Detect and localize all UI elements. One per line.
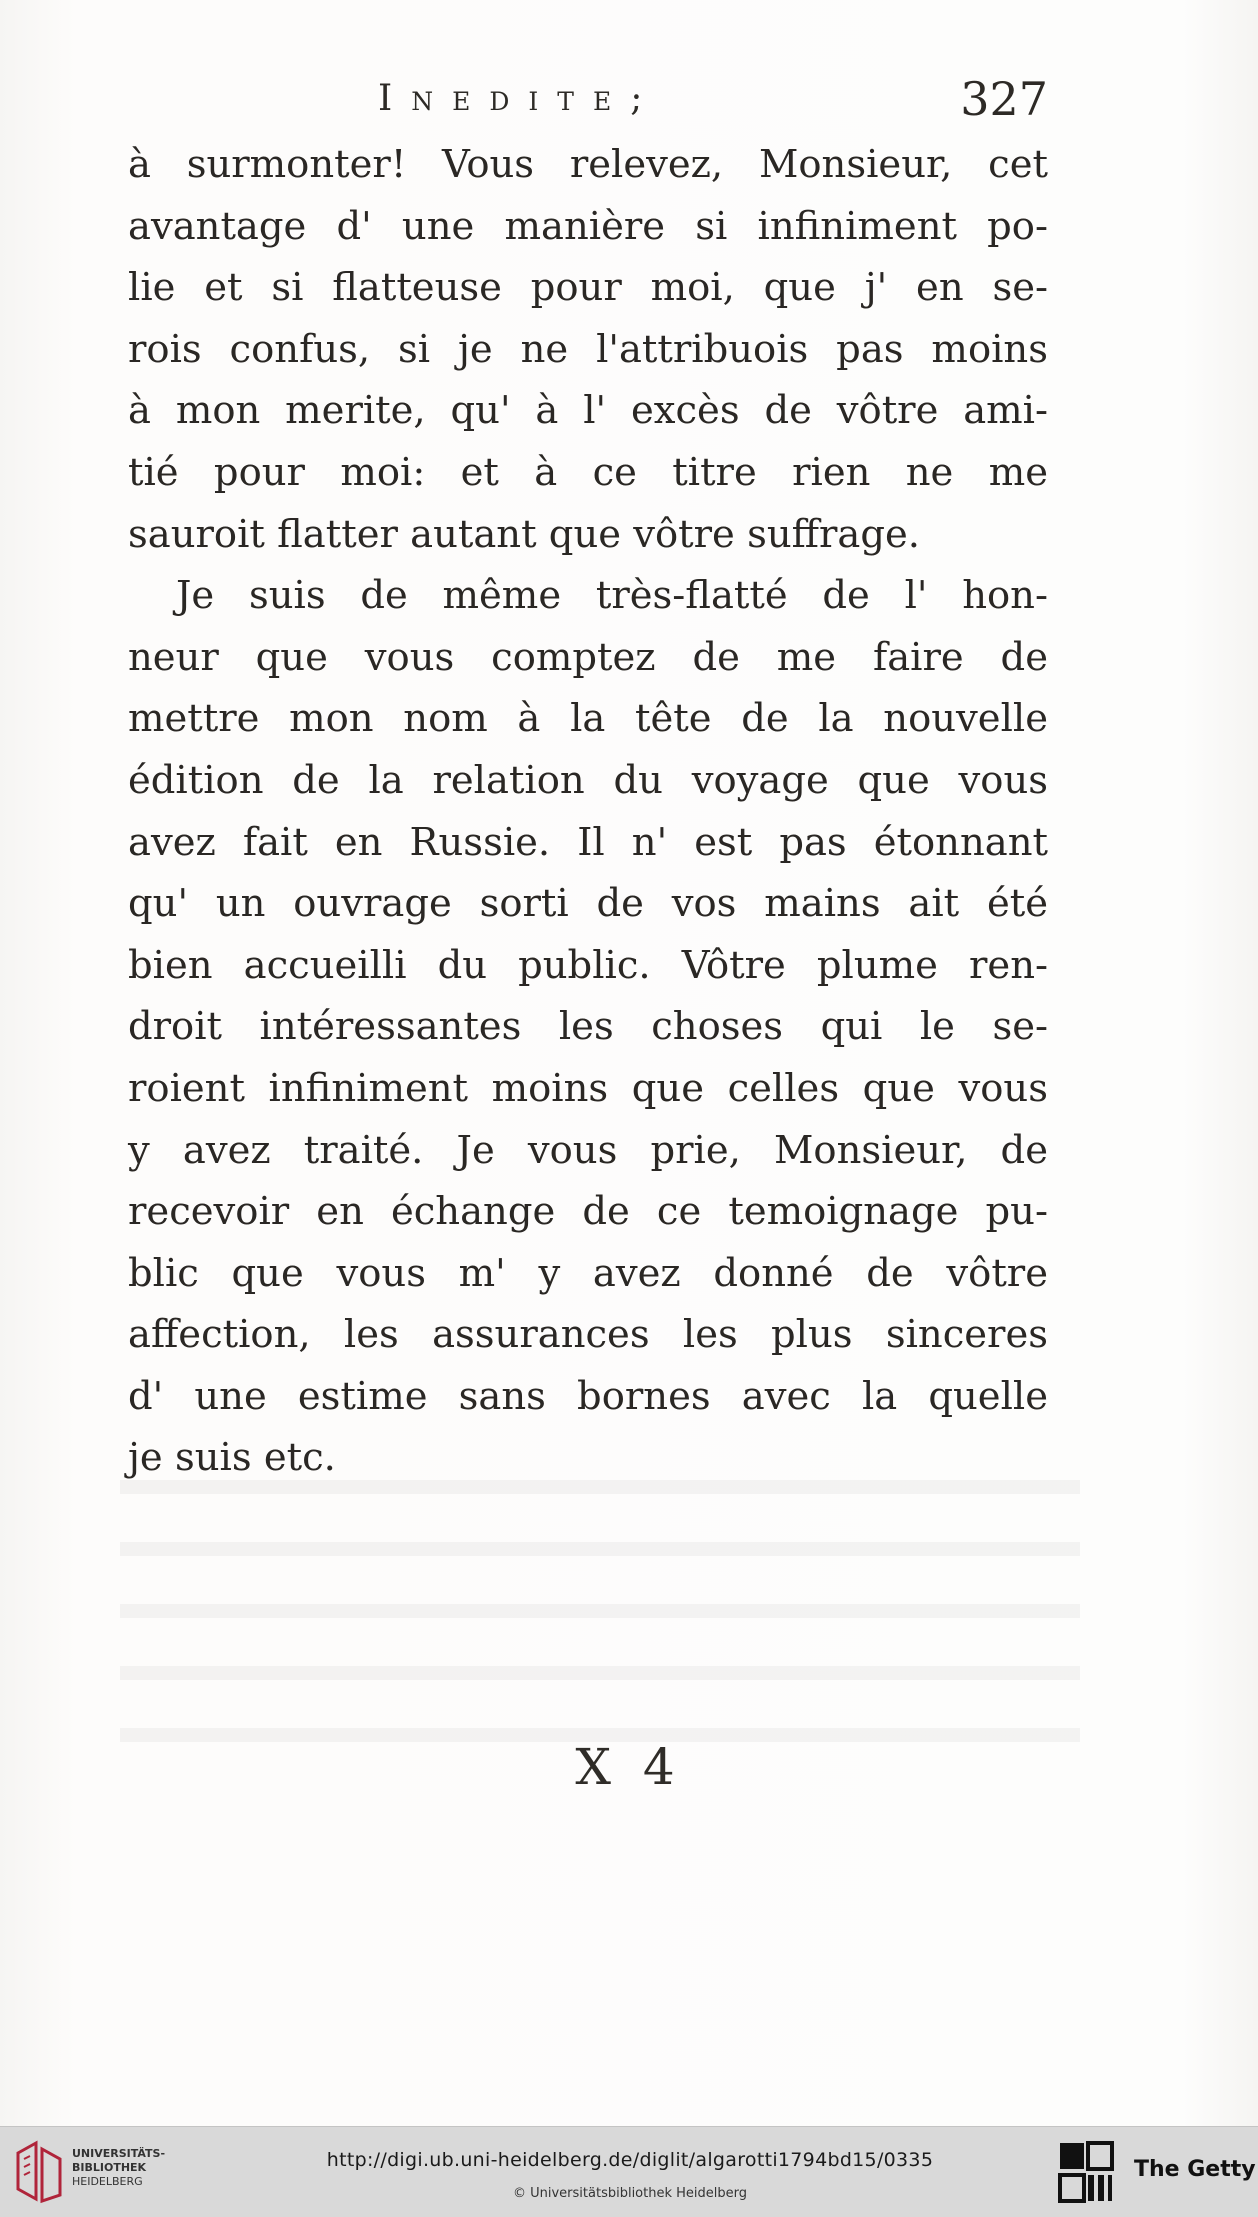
text-line: bien accueilli du public. Vôtre plume ren- [128,942,1048,988]
text-line: neur que vous comptez de me faire de [128,634,1048,680]
text-line: je suis etc. [128,1435,336,1481]
text-line: tié pour moi: et à ce titre rien ne me [128,449,1048,495]
show-through-text [120,1450,1080,1780]
text-line: recevoir en échange de ce temoignage pu- [128,1189,1048,1235]
body-text [128,134,1048,1489]
running-head-title: Inedite; [378,78,662,119]
text-line: avez fait en Russie. Il n' est pas étonnant [128,819,1048,865]
text-line: qu' un ouvrage sorti de vos mains ait été [128,881,1048,927]
text-line: droit intéressantes les choses qui le se- [128,1004,1048,1050]
running-head [128,72,1048,132]
signature-mark: X 4 [575,1738,683,1796]
university-library-logo-icon [14,2139,66,2205]
text-line: affection, les assurances les plus sinceres [128,1312,1048,1358]
library-name: UNIVERSITÄTS- BIBLIOTHEK HEIDELBERG [72,2147,166,2188]
text-line: blic que vous m' y avez donné de vôtre [128,1250,1048,1296]
text-line: d' une estime sans bornes avec la quelle [128,1373,1048,1419]
copyright-notice: © Universitätsbibliothek Heidelberg [512,2186,747,2201]
text-line: avantage d' une manière si infiniment po- [128,203,1048,249]
text-line: sauroit flatter autant que vôtre suffrage. [128,511,921,557]
text-line: roient infiniment moins que celles que vous [128,1065,1048,1111]
text-line: mettre mon nom à la tête de la nouvelle [128,696,1048,742]
text-line: à surmonter! Vous relevez, Monsieur, cet [128,142,1048,187]
text-line: rois confus, si je ne l'attribuois pas moins [128,326,1048,372]
getty-logo-icon [1058,2141,1114,2205]
text-line: y avez traité. Je vous prie, Monsieur, de [128,1127,1048,1173]
text-line: Je suis de même très-flatté de l' hon- [176,573,1048,619]
viewer-footer [0,2126,1258,2217]
page-number: 327 [960,72,1048,126]
text-line: lie et si flatteuse pour moi, que j' en se- [128,265,1048,311]
sponsor-name: The Getty [1134,2157,1256,2182]
text-line: à mon merite, qu' à l' excès de vôtre ami- [128,388,1048,434]
text-line: édition de la relation du voyage que vous [128,757,1048,803]
permalink-url[interactable]: http://digi.ub.uni-heidelberg.de/diglit/algarotti1794bd15/0335 [326,2149,934,2171]
